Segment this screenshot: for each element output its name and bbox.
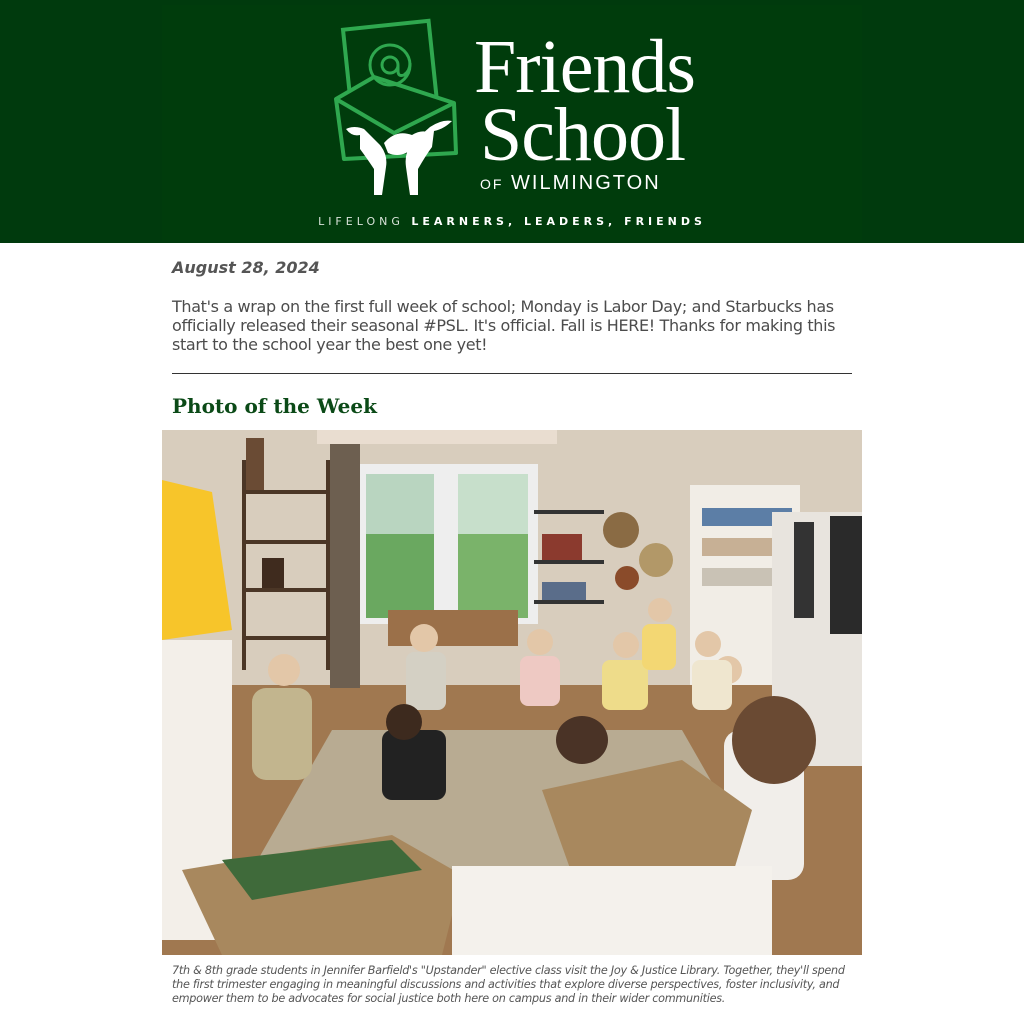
newsletter-intro: That's a wrap on the first full week of school; Monday is Labor Day; and Starbucks has officially released their seasonal #PSL. It's official. Fall is HERE! Thanks for making this start to the school year the best one yet! (172, 297, 836, 354)
header-logo-panel (162, 5, 862, 241)
brand-location-prefix: OF (480, 176, 504, 192)
photo-of-the-week-image (162, 430, 862, 955)
header-band (0, 0, 1024, 243)
brand-name-line-2: School (480, 93, 686, 177)
newsletter-date: August 28, 2024 (172, 258, 320, 277)
school-tagline (162, 215, 862, 228)
brand-name-line-1: Friends (474, 25, 695, 109)
brand-location-name: WILMINGTON (511, 172, 661, 194)
section-divider (172, 373, 852, 374)
envelope-hands-dove-icon (330, 17, 462, 195)
photo-section-title: Photo of the Week (172, 394, 377, 418)
photo-caption: 7th & 8th grade students in Jennifer Barfield's "Upstander" elective class visit the Joy & Justice Library. Together, they'll spend the first trimester engaging in meaningful discussions and activities that explore diverse perspectives, foster inclusivity, and empower them to be advocates for social justice both here on campus and in their wider communities. (172, 964, 845, 1005)
brand-location (480, 173, 661, 193)
tagline-light: LIFELONG (318, 215, 404, 228)
classroom-photo-illustration (162, 430, 862, 955)
tagline-bold: LEARNERS, LEADERS, FRIENDS (411, 215, 706, 228)
